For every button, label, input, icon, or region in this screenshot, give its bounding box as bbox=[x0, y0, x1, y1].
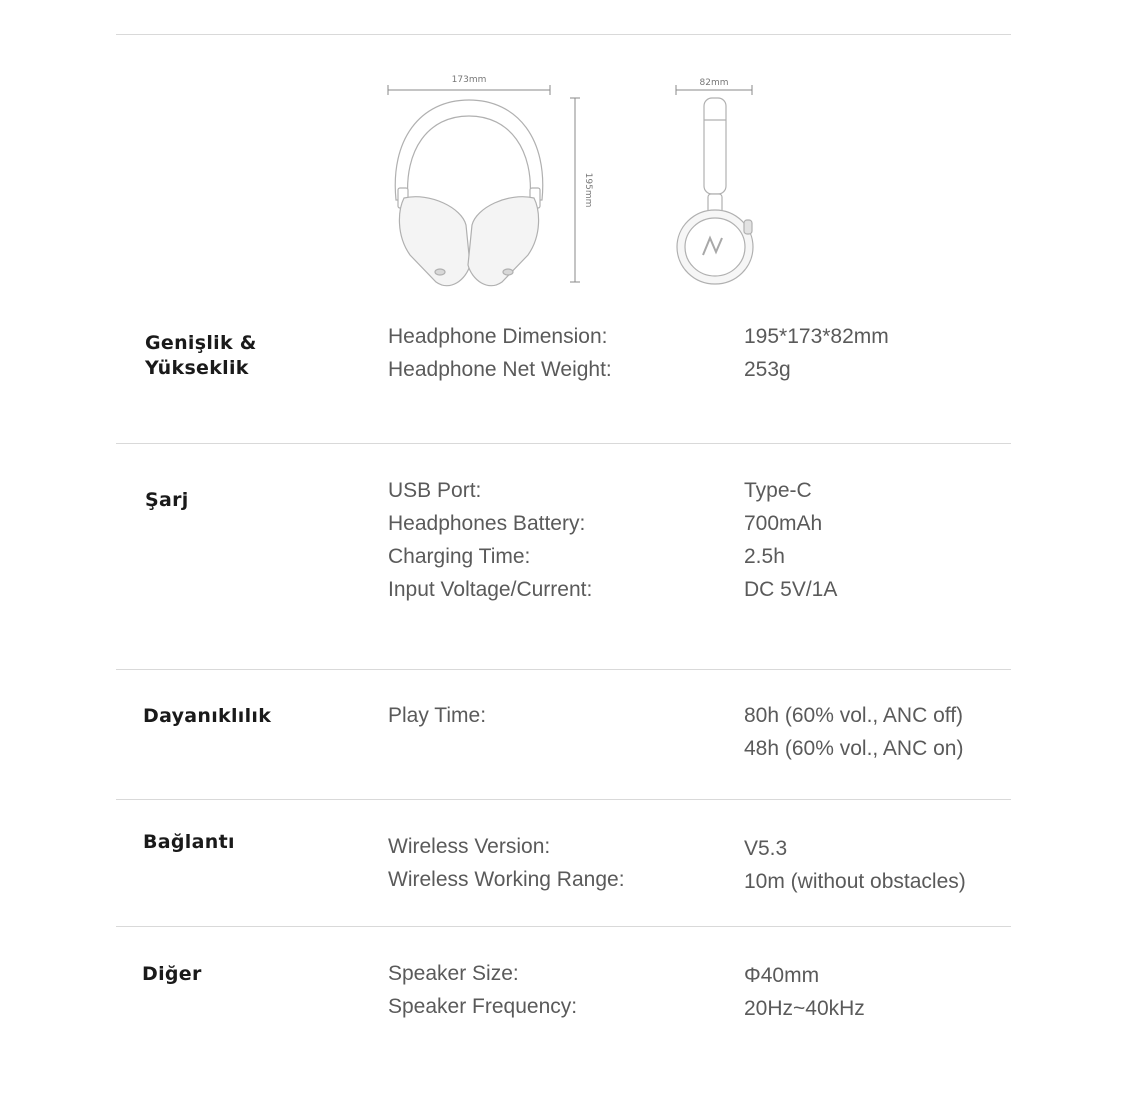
spec-value: V5.3 bbox=[744, 837, 788, 860]
section-title-line: Şarj bbox=[145, 489, 189, 511]
spec-label: Wireless Version: bbox=[388, 835, 551, 858]
spec-value: 10m (without obstacles) bbox=[744, 870, 966, 893]
spec-value: Type-C bbox=[744, 479, 812, 502]
section-divider bbox=[116, 443, 1011, 444]
spec-label: Headphone Net Weight: bbox=[388, 358, 612, 381]
height-dimension-label: 195mm bbox=[583, 172, 593, 208]
spec-label: Wireless Working Range: bbox=[388, 868, 625, 891]
spec-value: 253g bbox=[744, 358, 791, 381]
spec-label: Headphone Dimension: bbox=[388, 325, 608, 348]
section-title-dimensions bbox=[145, 331, 257, 381]
spec-value: 700mAh bbox=[744, 512, 823, 535]
section-divider bbox=[116, 799, 1011, 800]
section-title-line: Dayanıklılık bbox=[143, 705, 272, 727]
spec-label: Headphones Battery: bbox=[388, 512, 586, 535]
spec-label: Charging Time: bbox=[388, 545, 531, 568]
section-divider bbox=[116, 926, 1011, 927]
spec-label: Speaker Frequency: bbox=[388, 995, 578, 1018]
spec-value: 195*173*82mm bbox=[744, 325, 889, 348]
section-title-line: Genişlik & bbox=[145, 332, 257, 354]
section-title-connectivity bbox=[143, 830, 235, 855]
section-title-durability bbox=[143, 704, 271, 729]
section-title-line: Diğer bbox=[142, 963, 202, 985]
spec-value: Φ40mm bbox=[744, 964, 820, 987]
spec-value: 80h (60% vol., ANC off) bbox=[744, 704, 964, 727]
spec-label: Speaker Size: bbox=[388, 962, 519, 985]
section-title-line: Bağlantı bbox=[143, 831, 235, 853]
spec-label: Play Time: bbox=[388, 704, 487, 727]
section-divider bbox=[116, 669, 1011, 670]
depth-dimension-label: 82mm bbox=[699, 78, 729, 88]
spec-value: 48h (60% vol., ANC on) bbox=[744, 737, 964, 760]
spec-label: USB Port: bbox=[388, 479, 482, 502]
section-title-other bbox=[142, 962, 202, 987]
section-title-line: Yükseklik bbox=[145, 357, 249, 379]
spec-label: Input Voltage/Current: bbox=[388, 578, 593, 601]
section-title-charging bbox=[145, 488, 189, 513]
headphone-dimension-diagram bbox=[370, 60, 780, 300]
spec-value: DC 5V/1A bbox=[744, 578, 838, 601]
width-dimension-label: 173mm bbox=[451, 75, 487, 85]
top-divider bbox=[116, 34, 1011, 35]
spec-value: 20Hz~40kHz bbox=[744, 997, 865, 1020]
spec-value: 2.5h bbox=[744, 545, 785, 568]
